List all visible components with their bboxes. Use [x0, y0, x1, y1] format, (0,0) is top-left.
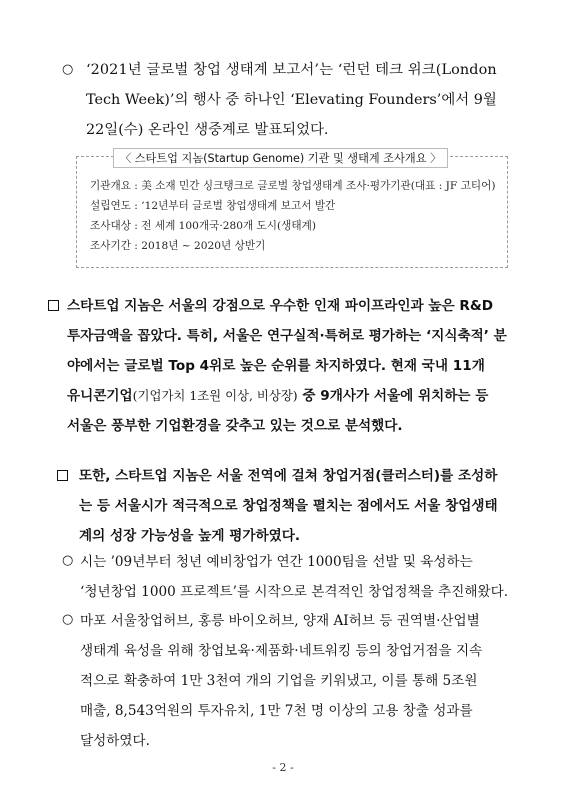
para1-line-5: 서울은 풍부한 기업환경을 갖추고 있는 것으로 분석했다. [67, 418, 403, 434]
para1-line-4 [67, 384, 488, 404]
para2-line-2: 는 등 서울시가 적극적으로 창업정책을 펼치는 점에서도 서울 창업생태 [79, 498, 498, 514]
para2-line-3: 계의 성장 가능성을 높게 평가하였다. [79, 528, 301, 544]
sub1-line-2: ‘청년창업 1000 프로젝트’를 시작으로 본격적인 창업정책을 추진해왔다. [80, 584, 509, 600]
para1-line-3: 야에서는 글로벌 Top 4위로 높은 순위를 차지하였다. 현재 국내 11개 [67, 358, 485, 374]
bullet1-line-3: 22일(수) 온라인 생중계로 발표되었다. [86, 122, 329, 138]
bullet-marker: ○ [62, 553, 74, 568]
sub2-line-5: 달성하였다. [80, 733, 150, 749]
para1-line-4-c: 중 9개사가 서울에 위치하는 등 [297, 388, 489, 404]
info-box-title: 〈 스타트업 지놈(Startup Genome) 기관 및 생태계 조사개요 〉 [113, 148, 448, 168]
para1-line-1: 스타트업 지놈은 서울의 강점으로 우수한 인재 파이프라인과 높은 R&D [67, 298, 494, 314]
bullet-marker: ○ [62, 62, 74, 77]
sub2-line-1: 마포 서울창업허브, 홍릉 바이오허브, 양재 AI허브 등 권역별·산업별 [80, 613, 480, 629]
page-number: - 2 - [272, 761, 294, 774]
square-bullet-icon [48, 300, 59, 311]
para1-line-4-note: (기업가치 1조원 이상, 비상장) [132, 388, 298, 403]
info-row-target: 조사대상 : 전 세계 100개국·280개 도시(생태계) [90, 220, 316, 232]
para2-line-1: 또한, 스타트업 지놈은 서울 전역에 걸쳐 창업거점(클러스터)를 조성하 [79, 468, 498, 484]
sub2-line-2: 생태계 육성을 위해 창업보육·제품화·네트워킹 등의 창업거점을 지속 [80, 643, 483, 659]
para1-line-4-a: 유니콘기업 [67, 388, 133, 404]
sub2-line-3: 적으로 확충하여 1만 3천여 개의 기업을 키워냈고, 이를 통해 5조원 [80, 673, 478, 689]
bullet1-line-1: ‘2021년 글로벌 창업 생태계 보고서’는 ‘런던 테크 위크(London [86, 62, 497, 78]
info-row-founded: 설립연도 : ’12년부터 글로벌 창업생태계 보고서 발간 [90, 200, 336, 212]
sub2-line-4: 매출, 8,543억원의 투자유치, 1만 7천 명 이상의 고용 창출 성과를 [80, 703, 473, 719]
square-bullet-icon [57, 470, 68, 481]
bullet-marker: ○ [62, 612, 74, 627]
sub1-line-1: 시는 ’09년부터 청년 예비창업가 연간 1000팀을 선발 및 육성하는 [80, 554, 473, 570]
para1-line-2: 투자금액을 꼽았다. 특히, 서울은 연구실적·특허로 평가하는 ‘지식축적’ 분 [67, 328, 507, 344]
info-row-period: 조사기간 : 2018년 ~ 2020년 상반기 [90, 240, 266, 252]
info-row-overview: 기관개요 : 美 소재 민간 싱크탱크로 글로벌 창업생태계 조사·평가기관(대표 : JF 고티어) [90, 180, 496, 192]
bullet1-line-2: Tech Week)’의 행사 중 하나인 ‘Elevating Founders’에서 9월 [86, 92, 497, 108]
